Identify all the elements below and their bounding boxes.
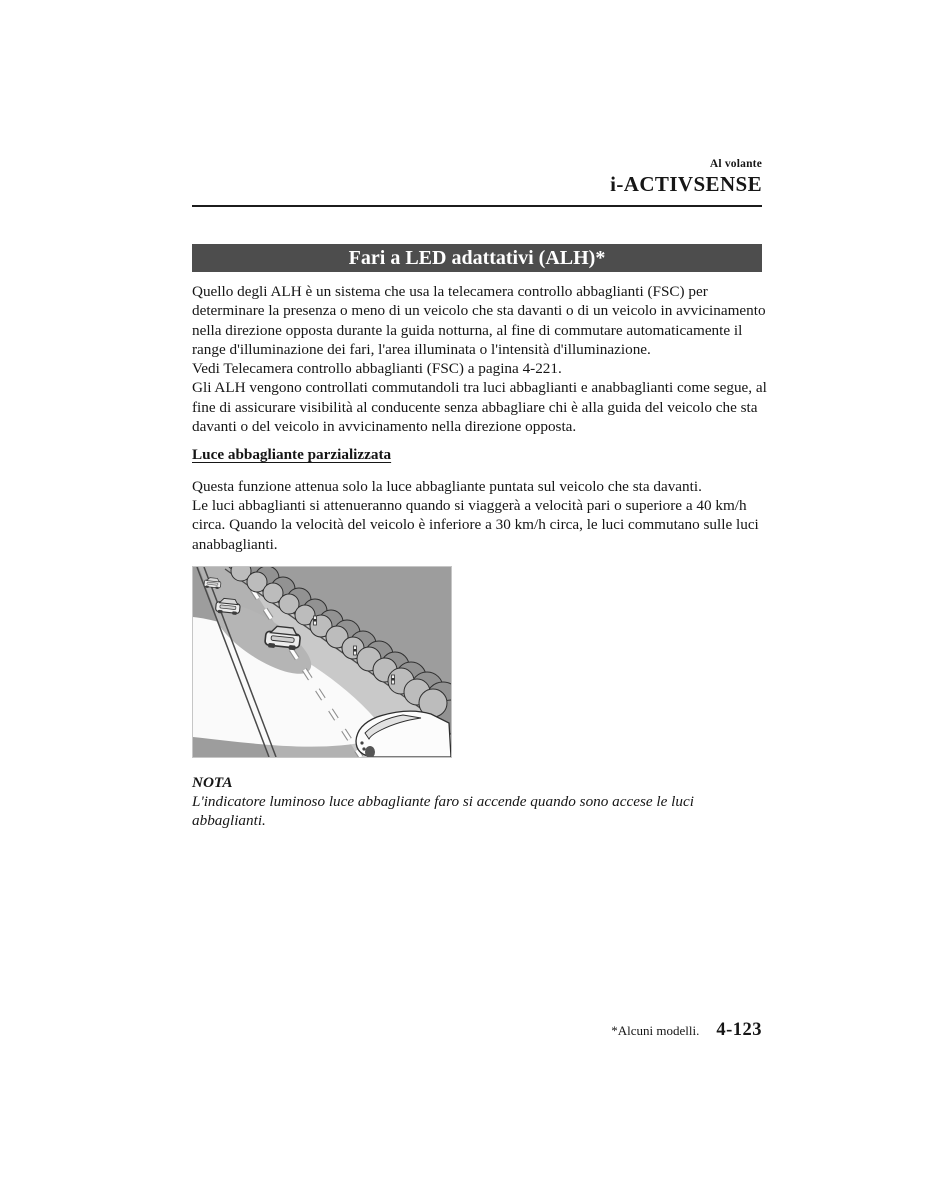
road-scene-illustration	[193, 567, 451, 757]
footer-page-number: 4-123	[716, 1020, 762, 1040]
intro-paragraph: Quello degli ALH è un sistema che usa la telecamera controllo abbaglianti (FSC) per determinare la presenza o meno di un veicolo che sta davanti o di un veicolo in avvicinamento nella direzione opposta durante la guida notturna, al fine di commutare automaticamente il range d'illuminazione dei fari, l'area illuminata o l'intensità d'illuminazione.	[192, 283, 766, 358]
section-title-banner: Fari a LED adattativi (ALH)*	[192, 244, 762, 272]
page-header	[192, 158, 762, 196]
road-illustration-frame	[192, 566, 452, 758]
intro-paragraph: Vedi Telecamera controllo abbaglianti (FSC) a pagina 4-221.	[192, 360, 562, 378]
footer-models-note: *Alcuni modelli.	[611, 1023, 700, 1038]
note-label: NOTA	[192, 773, 233, 791]
section-paragraph: Le luci abbaglianti si attenueranno quando si viaggerà a velocità pari o superiore a 40 km/h circa. Quando la velocità del veicolo è inferiore a 30 km/h circa, le luci commutano sulle luci anabbaglianti.	[192, 496, 759, 553]
intro-paragraph: Gli ALH vengono controllati commutandoli tra luci abbaglianti e anabbaglianti come segue, al fine di assicurare visibilità al conducente senza abbagliare chi è alla guida del veicolo che sta davanti o del veicolo in avvicinamento nella direzione opposta.	[192, 379, 767, 436]
note-block	[192, 773, 770, 831]
header-title: i-ACTIVSENSE	[610, 171, 762, 196]
body-column	[192, 282, 770, 831]
header-kicker: Al volante	[709, 158, 762, 170]
note-text: L'indicatore luminoso luce abbagliante faro si accende quando sono accese le luci abbaglianti.	[192, 793, 694, 830]
section-paragraph: Questa funzione attenua solo la luce abbagliante puntata sul veicolo che sta davanti.	[192, 477, 702, 495]
subsection-heading: Luce abbagliante parzializzata	[192, 446, 392, 464]
page-footer	[611, 1020, 762, 1041]
header-rule	[192, 205, 762, 207]
